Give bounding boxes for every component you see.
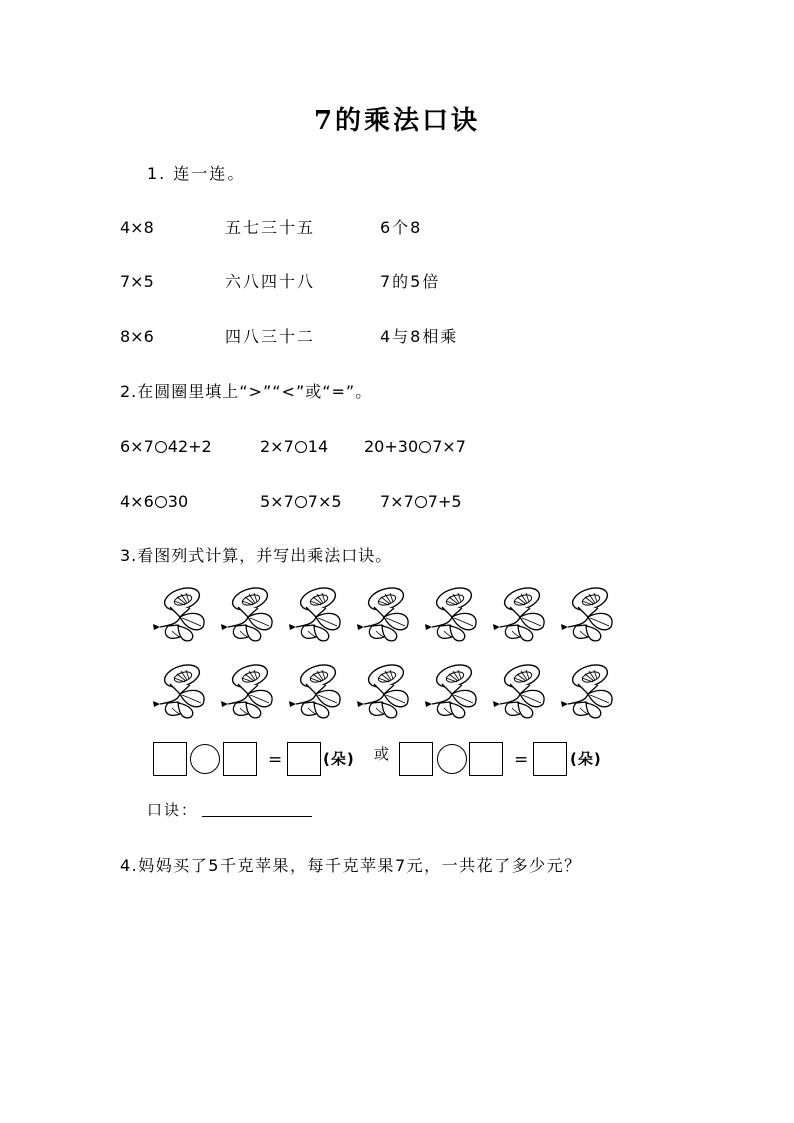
answer-circle[interactable] [155,496,167,508]
formula-answer-line[interactable] [202,816,312,817]
answer-box-4[interactable] [399,742,433,776]
q2-item-4-right: 30 [167,492,189,511]
q4-heading: 4.妈妈买了5千克苹果，每千克苹果7元，一共花了多少元？ [120,856,582,875]
flower-image [493,585,544,641]
q2-item-3-right: 7×7 [432,437,466,456]
answer-box-1[interactable] [153,742,187,776]
equals-sign-2: = [514,750,529,770]
unit-label-2: (朵) [570,750,602,768]
flower-image [153,585,204,641]
q1-expr-2: 7×5 [120,272,154,291]
q2-item-1-left: 6×7 [120,437,154,456]
q1-rhyme-3: 四八三十二 [225,327,316,346]
flower-image [221,661,272,718]
flower-image [357,585,408,641]
flower-image [561,661,612,718]
q1-expr-3: 8×6 [120,327,154,346]
flower-image [561,585,612,641]
q2-heading: 2.在圆圈里填上“>”“<”或“=”。 [120,382,373,401]
q1-rhyme-2: 六八四十八 [225,272,316,291]
q2-item-4-left: 4×6 [120,492,154,511]
q1-rhyme-1: 五七三十五 [225,218,316,237]
q2-item-6-left: 7×7 [380,492,414,511]
q2-item-5 [260,492,342,512]
flower-image [153,661,204,718]
q1-desc-1: 6个8 [380,218,423,237]
formula-label: 口诀： [147,801,199,819]
flower-image [425,661,476,718]
q2-item-5-right: 7×5 [307,492,342,511]
q1-heading: 1. 连一连。 [147,164,246,183]
answer-box-6[interactable] [533,742,567,776]
q1-desc-2: 7的5倍 [380,272,441,291]
flower-picture [150,585,620,720]
q2-item-1 [120,437,212,457]
q2-item-2-right: 14 [307,437,329,456]
q1-desc-3: 4与8相乘 [380,327,459,346]
answer-circle[interactable] [415,496,427,508]
equals-sign-1: = [268,750,283,770]
q2-item-6-right: 7+5 [427,492,462,511]
unit-label-1: (朵) [323,750,355,768]
q2-item-2-left: 2×7 [260,437,294,456]
q2-item-3 [364,437,466,457]
flower-image [289,661,340,718]
answer-box-2[interactable] [223,742,257,776]
flower-image [221,585,272,641]
answer-circle[interactable] [155,441,167,453]
operator-circle-2[interactable] [437,744,467,774]
answer-circle[interactable] [419,441,431,453]
answer-circle[interactable] [295,496,307,508]
flower-image [425,585,476,641]
operator-circle-1[interactable] [190,744,220,774]
flower-image [357,661,408,718]
answer-box-3[interactable] [287,742,321,776]
answer-circle[interactable] [295,441,307,453]
q2-item-1-right: 42+2 [167,437,212,456]
or-label: 或 [374,745,390,763]
q2-item-5-left: 5×7 [260,492,294,511]
q2-item-4 [120,492,188,512]
q2-item-3-left: 20+30 [364,437,419,456]
q3-heading: 3.看图列式计算，并写出乘法口诀。 [120,546,393,565]
q1-expr-1: 4×8 [120,218,154,237]
q2-item-2 [260,437,328,457]
flower-image [493,661,544,718]
q2-item-6 [380,492,462,512]
flower-image [289,585,340,641]
page-title: 7的乘法口诀 [313,106,481,136]
answer-box-5[interactable] [469,742,503,776]
